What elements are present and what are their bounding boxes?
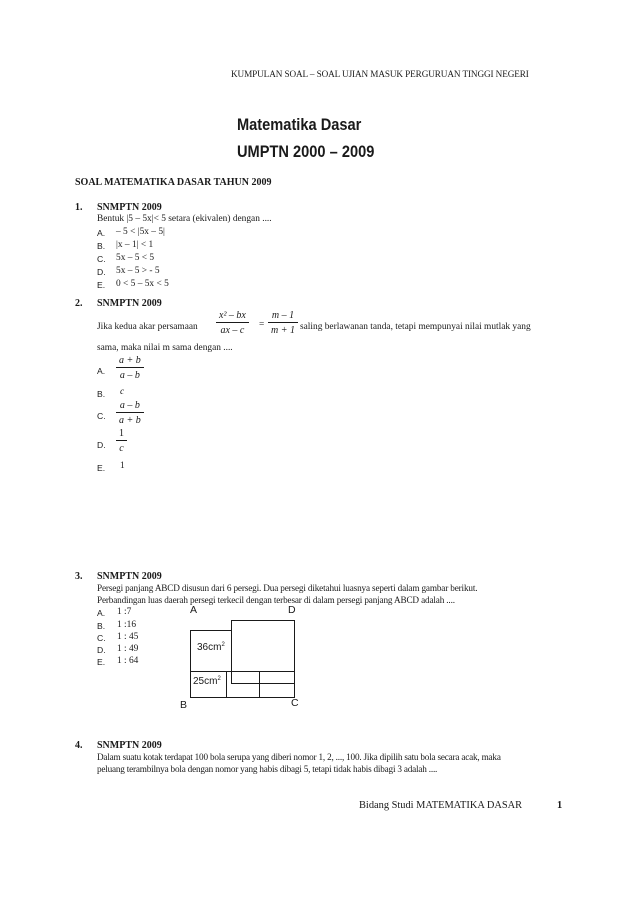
fraction-denominator: c: [119, 443, 124, 454]
area-label-25: [193, 676, 221, 687]
document-subtitle: UMPTN 2000 – 2009: [237, 142, 375, 161]
fraction-denominator: a + b: [119, 415, 141, 426]
question-source: SNMPTN 2009: [97, 298, 162, 309]
question-number: 2.: [75, 298, 83, 309]
fraction-numerator: x² – bx: [216, 310, 249, 323]
question-text: Perbandingan luas daerah persegi terkecil dengan terbesar di dalam persegi panjang ABCD adalah ....: [97, 595, 455, 605]
option-letter: C.: [97, 633, 106, 643]
option-fraction: [116, 428, 127, 454]
option-letter: E.: [97, 280, 106, 290]
equation-lhs-fraction: [216, 310, 249, 336]
document-title: Matematika Dasar: [237, 115, 362, 134]
option-text: 1 : 64: [117, 656, 139, 666]
question-text: saling berlawanan tanda, tetapi mempunyai nilai mutlak yang: [300, 322, 531, 332]
equation-rhs-fraction: [268, 310, 298, 336]
option-text: 1 :16: [117, 620, 137, 630]
question-number: 3.: [75, 571, 83, 582]
option-letter: E.: [97, 463, 106, 473]
option-text: 1: [120, 461, 125, 471]
option-letter: E.: [97, 657, 106, 667]
option-fraction: [116, 355, 144, 381]
question-source: SNMPTN 2009: [97, 571, 162, 582]
question-text: Bentuk |5 – 5x|< 5 setara (ekivalen) dengan ....: [97, 214, 272, 224]
option-text: 1 : 49: [117, 644, 139, 654]
option-letter: C.: [97, 411, 106, 421]
option-text: – 5 < |5x – 5|: [116, 227, 165, 237]
fraction-denominator: a – b: [119, 370, 140, 381]
corner-label-b: B: [180, 699, 188, 711]
area-value: 25cm: [193, 676, 218, 687]
option-letter: A.: [97, 228, 106, 238]
question-text: Dalam suatu kotak terdapat 100 bola serupa yang diberi nomor 1, 2, ..., 100. Jika dipilih satu bola secara acak, maka: [97, 752, 501, 762]
option-text: 1 : 45: [117, 632, 139, 642]
question-text: sama, maka nilai m sama dengan ....: [97, 343, 233, 353]
question-text: peluang terambilnya bola dengan nomor yang habis dibagi 5, tetapi tidak habis dibagi 3 adalah ....: [97, 764, 438, 774]
question-number: 4.: [75, 740, 83, 751]
question-number: 1.: [75, 202, 83, 213]
area-value: 36cm: [197, 642, 222, 653]
option-text: c: [120, 387, 125, 397]
option-letter: D.: [97, 645, 106, 655]
option-letter: B.: [97, 389, 106, 399]
fraction-denominator: m + 1: [271, 325, 295, 336]
fraction-numerator: a + b: [116, 355, 144, 368]
footer-subject: Bidang Studi MATEMATIKA DASAR: [359, 800, 523, 811]
option-letter: A.: [97, 608, 106, 618]
option-letter: D.: [97, 440, 106, 450]
corner-label-a: A: [190, 604, 198, 616]
option-letter: C.: [97, 254, 106, 264]
option-letter: B.: [97, 621, 106, 631]
fraction-numerator: m – 1: [268, 310, 298, 323]
option-letter: A.: [97, 366, 106, 376]
area-label-36: [197, 642, 225, 653]
fraction-denominator: ax – c: [220, 325, 245, 336]
question-source: SNMPTN 2009: [97, 740, 162, 751]
question-source: SNMPTN 2009: [97, 202, 162, 213]
question-text: Jika kedua akar persamaan: [97, 322, 198, 332]
option-text: 0 < 5 – 5x < 5: [116, 279, 169, 289]
corner-label-d: D: [288, 604, 296, 616]
option-text: 5x – 5 > - 5: [116, 266, 160, 276]
option-text: 1 :7: [117, 607, 132, 617]
fraction-numerator: 1: [116, 428, 127, 441]
bottom-right-square: [260, 672, 295, 698]
option-letter: D.: [97, 267, 106, 277]
equals-sign: =: [259, 320, 265, 330]
option-text: 5x – 5 < 5: [116, 253, 155, 263]
running-header: KUMPULAN SOAL – SOAL UJIAN MASUK PERGURUAN TINGGI NEGERI: [231, 69, 529, 79]
question-text: Persegi panjang ABCD disusun dari 6 persegi. Dua persegi diketahui luasnya seperti dalam gambar berikut.: [97, 583, 478, 593]
unit-exponent: 2: [217, 676, 221, 682]
option-fraction: [116, 400, 144, 426]
corner-label-c: C: [291, 697, 299, 709]
fraction-numerator: a – b: [116, 400, 144, 413]
option-text: |x – 1| < 1: [116, 240, 154, 250]
page-number: 1: [557, 800, 563, 811]
unit-exponent: 2: [221, 642, 225, 648]
section-heading: SOAL MATEMATIKA DASAR TAHUN 2009: [75, 177, 272, 188]
option-letter: B.: [97, 241, 106, 251]
large-square: [232, 621, 295, 684]
